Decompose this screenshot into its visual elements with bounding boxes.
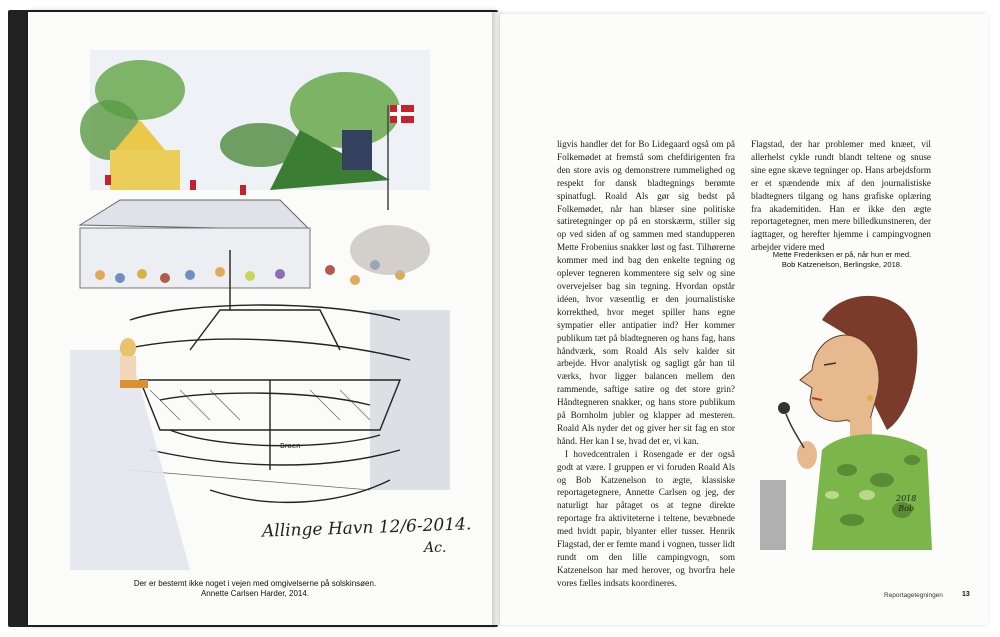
white-tent (80, 228, 310, 288)
text-column-1 (557, 138, 735, 590)
caricature-earring (867, 395, 873, 401)
harbor-water (370, 310, 450, 490)
running-footer: Reportagetegningen (884, 592, 943, 599)
yellow-tent (110, 150, 180, 190)
woman-hair (120, 338, 136, 358)
left-caption (60, 579, 450, 599)
harbor-sketch-svg (70, 50, 450, 570)
caricature-sign-name: Bob (898, 504, 915, 513)
column2-paragraph-1: Flagstad, der har problemer med knæet, vil allerhelst cykle rundt blandt teltene og snuse sine egne skæve tegninger op. Hans arbejdsform er et spændende mix af den journalistiske bladtegners tilgang og hans grafiske oplæring fra akademitiden. Han er ikke den ægte reportagetegner, men mere billedkunstneren, der iagttager, og herefter hjemme i campingvognen arbejder videre med (751, 139, 931, 253)
flag-cross-h (390, 112, 414, 116)
right-caption-line1: Mette Frederiksen er på, når hun er med. (772, 250, 912, 259)
microphone-cable (786, 414, 804, 448)
sketch-initials: Ac. (424, 540, 447, 556)
column1-paragraph-2: I hovedcentralen i Rosengade er der også godt at være. I gruppen er vi foruden Roald Als og Bob Katzenelson to ægte, klassiske reportagetegnere, Annette Carlsen og jeg, der naturligt har påtaget os at tegne direkte reportage fra aktiviteterne i teltene, bevæbnede med hvidt papir, blyanter eller tusser. Henrik Flagstad, der er femte mand i vognen, tusser lidt rundt om den lille campingvogn, som Katzenelson har med herover, og hvorfra hele vores fælles indsats koordineres. (557, 448, 735, 588)
harbor-sketch-illustration (70, 50, 450, 570)
small-flag (105, 175, 111, 185)
right-caption (752, 250, 932, 270)
sketch-signature: Allinge Havn 12/6-2014. (261, 514, 472, 542)
column1-paragraph-1: ligvis handler det for Bo Lidegaard også om på Folkemødet at fremstå som chefdirigenten fra den store avis og demonstrere rummelighed og respekt for dansk bladtegnings berømte spinatfugl. Roald Als gør sig bedst på Folkemødet, når han blæser sine politiske satiretegninger op på en storskærm, stiller sig op ved siden af og sammen med standupperen Mette Frobenius snakker løst og fast. Tilhørerne kommer med ind bag den enkelte tegning og oplever tegneren kommentere sig selv og sine overvejelser bag sin tegning. Hvordan opstår idéen, hvor væsentlig er den journalistiske korrekthed, hvor meget spiller hans egne sympatier eller antipatier ind? Her kommer publikum tæt på bladtegneren og hans fag, hans håndværk, som Roald Als selv kalder sit arbejde. Hvor analytisk og sagligt går han til værks, hvor ligger balancen mellem den rammende, saftige satire og det store grin? Håndtegneren snakker, og hans store publikum på Bornholm jubler og klapper ad mesteren. Roald Als nyder det og giver her sit fag en stor hånd. Her kan I se, hvad det er, vi kan. (557, 139, 735, 446)
rocks (350, 225, 430, 275)
woman-legs (120, 380, 148, 388)
podium (760, 480, 786, 550)
page-number: 13 (962, 591, 970, 598)
right-caption-line2: Bob Katzenelson, Berlingske, 2018. (781, 260, 903, 269)
caricature-face (800, 335, 879, 430)
dark-banner (342, 130, 372, 170)
left-caption-line1: Der er bestemt ikke noget i vejen med omgivelserne på solskinsøen. (133, 579, 377, 588)
caricature-signature (896, 494, 916, 514)
white-tent-roof (80, 200, 310, 230)
caricature-sign-year: 2018 (896, 494, 917, 503)
small-flag (240, 185, 246, 195)
left-caption-line2: Annette Carlsen Harder, 2014. (200, 589, 310, 598)
microphone-icon (778, 402, 790, 414)
caricature-hand (797, 441, 817, 469)
boat-shading (130, 390, 370, 490)
text-column-2 (751, 138, 931, 254)
small-flag (190, 180, 196, 190)
woman-body (120, 356, 136, 382)
boat-name: Broen (280, 442, 301, 450)
